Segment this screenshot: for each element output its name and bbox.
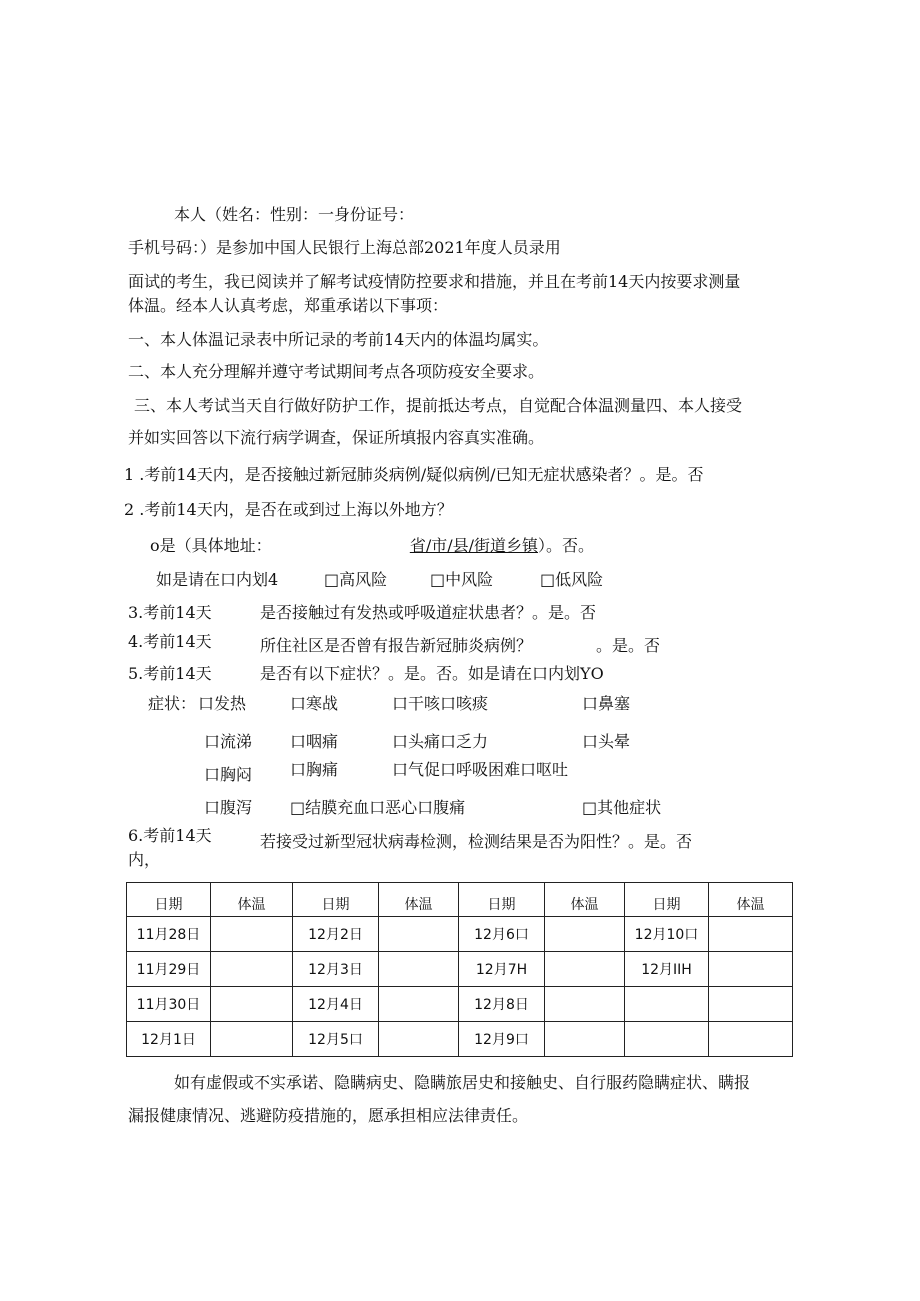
question-2-no: ）。否。 — [538, 536, 595, 555]
symptom-shortness-of-breath: 口气促口呼吸困难口呕吐 — [392, 760, 569, 779]
temperature-cell — [545, 917, 625, 952]
question-6-prefix: 6.考前14天 — [128, 826, 212, 845]
date-cell: 11月29日 — [127, 952, 211, 987]
symptom-chest-tightness: 口胸闷 — [204, 765, 253, 784]
temperature-record-table — [126, 882, 793, 1057]
table-header-row — [127, 883, 793, 917]
question-2-risk-prompt: 如是请在口内划4 — [156, 570, 279, 589]
table-row — [127, 917, 793, 952]
header-temperature: 体温 — [709, 883, 793, 917]
question-1: 1 .考前14天内，是否接触过新冠肺炎病例/疑似病例/已知无症状感染者？。是。否 — [124, 465, 704, 484]
question-2-address-field: 省/市/县/街道乡镇 — [409, 536, 538, 555]
intro-line-1: 本人（姓名：性别：一身份证号： — [174, 205, 415, 224]
date-cell — [625, 1022, 709, 1057]
closing-line-2: 漏报健康情况、逃避防疫措施的，愿承担相应法律责任。 — [128, 1106, 529, 1125]
risk-low-checkbox: □低风险 — [540, 570, 604, 589]
question-6-text: 若接受过新型冠状病毒检测，检测结果是否为阳性？。是。否 — [260, 832, 693, 851]
question-5-text: 是否有以下症状？。是。否。如是请在口内划YO — [260, 664, 604, 683]
header-temperature: 体温 — [211, 883, 293, 917]
temperature-cell — [211, 917, 293, 952]
temperature-cell — [545, 987, 625, 1022]
question-4-prefix: 4.考前14天 — [128, 632, 212, 651]
symptom-cough: 口干咳口咳痰 — [392, 694, 489, 713]
symptom-conjunctivitis: □结膜充血口恶心口腹痛 — [290, 798, 466, 817]
header-temperature: 体温 — [545, 883, 625, 917]
pledge-3-line-1: 三、本人考试当天自行做好防护工作，提前抵达考点，自觉配合体温测量四、本人接受 — [134, 396, 743, 415]
temperature-cell — [379, 987, 459, 1022]
date-cell: 12月9口 — [459, 1022, 545, 1057]
question-6-prefix-2: 内， — [128, 850, 161, 869]
question-3-text: 是否接触过有发热或呼吸道症状患者？。是。否 — [260, 603, 597, 622]
date-cell: 11月28日 — [127, 917, 211, 952]
date-cell: 12月1日 — [127, 1022, 211, 1057]
symptom-diarrhea: 口腹泻 — [204, 798, 253, 817]
symptom-chest-pain: 口胸痛 — [290, 760, 339, 779]
symptoms-label: 症状： — [148, 694, 197, 713]
table-row — [127, 987, 793, 1022]
intro-line-3: 面试的考生，我已阅读并了解考试疫情防控要求和措施，并且在考前14天内按要求测量 — [128, 272, 741, 291]
pledge-1: 一、本人体温记录表中所记录的考前14天内的体温均属实。 — [128, 330, 549, 349]
question-5-prefix: 5.考前14天 — [128, 664, 212, 683]
question-4-text: 所住社区是否曾有报告新冠肺炎病例？ — [260, 636, 533, 655]
temperature-cell — [709, 952, 793, 987]
temperature-cell — [211, 1022, 293, 1057]
date-cell: 12月10口 — [625, 917, 709, 952]
temperature-cell — [709, 987, 793, 1022]
intro-line-2: 手机号码：）是参加中国人民银行上海总部2021年度人员录用 — [128, 238, 561, 257]
symptom-nasal-congestion: 口鼻塞 — [582, 694, 631, 713]
risk-high-checkbox: □高风险 — [324, 570, 388, 589]
question-2-yes: o是（具体地址： — [150, 536, 272, 555]
date-cell: 12月6口 — [459, 917, 545, 952]
temperature-cell — [545, 1022, 625, 1057]
header-temperature: 体温 — [379, 883, 459, 917]
header-date: 日期 — [459, 883, 545, 917]
header-date: 日期 — [625, 883, 709, 917]
symptom-runny-nose: 口流涕 — [204, 732, 253, 751]
date-cell: 12月8日 — [459, 987, 545, 1022]
header-date: 日期 — [127, 883, 211, 917]
symptom-fever: 口发热 — [198, 694, 247, 713]
symptom-other: □其他症状 — [582, 798, 662, 817]
temperature-cell — [709, 917, 793, 952]
pledge-2: 二、本人充分理解并遵守考试期间考点各项防疫安全要求。 — [128, 362, 545, 381]
date-cell: 12月2日 — [293, 917, 379, 952]
temperature-cell — [545, 952, 625, 987]
temperature-cell — [709, 1022, 793, 1057]
symptom-chills: 口寒战 — [290, 694, 339, 713]
question-4-options: 。是。否 — [596, 636, 661, 655]
symptom-headache: 口头痛口乏力 — [392, 732, 489, 751]
date-cell: 11月30日 — [127, 987, 211, 1022]
date-cell — [625, 987, 709, 1022]
temperature-cell — [379, 952, 459, 987]
date-cell: 12月5口 — [293, 1022, 379, 1057]
temperature-cell — [211, 987, 293, 1022]
symptom-dizziness: 口头晕 — [582, 732, 631, 751]
question-2: 2 .考前14天内，是否在或到过上海以外地方？ — [124, 500, 453, 519]
symptom-sore-throat: 口咽痛 — [290, 732, 339, 751]
intro-line-4: 体温。经本人认真考虑，郑重承诺以下事项： — [128, 296, 449, 315]
table-row — [127, 1022, 793, 1057]
risk-mid-checkbox: □中风险 — [430, 570, 494, 589]
pledge-3-line-2: 并如实回答以下流行病学调查，保证所填报内容真实准确。 — [128, 428, 545, 447]
table-row — [127, 952, 793, 987]
date-cell: 12月IIH — [625, 952, 709, 987]
header-date: 日期 — [293, 883, 379, 917]
date-cell: 12月4日 — [293, 987, 379, 1022]
temperature-cell — [379, 917, 459, 952]
question-3-prefix: 3.考前14天 — [128, 603, 212, 622]
date-cell: 12月3日 — [293, 952, 379, 987]
temperature-cell — [211, 952, 293, 987]
temperature-cell — [379, 1022, 459, 1057]
closing-line-1: 如有虚假或不实承诺、隐瞒病史、隐瞒旅居史和接触史、自行服药隐瞒症状、瞒报 — [174, 1073, 751, 1092]
date-cell: 12月7H — [459, 952, 545, 987]
